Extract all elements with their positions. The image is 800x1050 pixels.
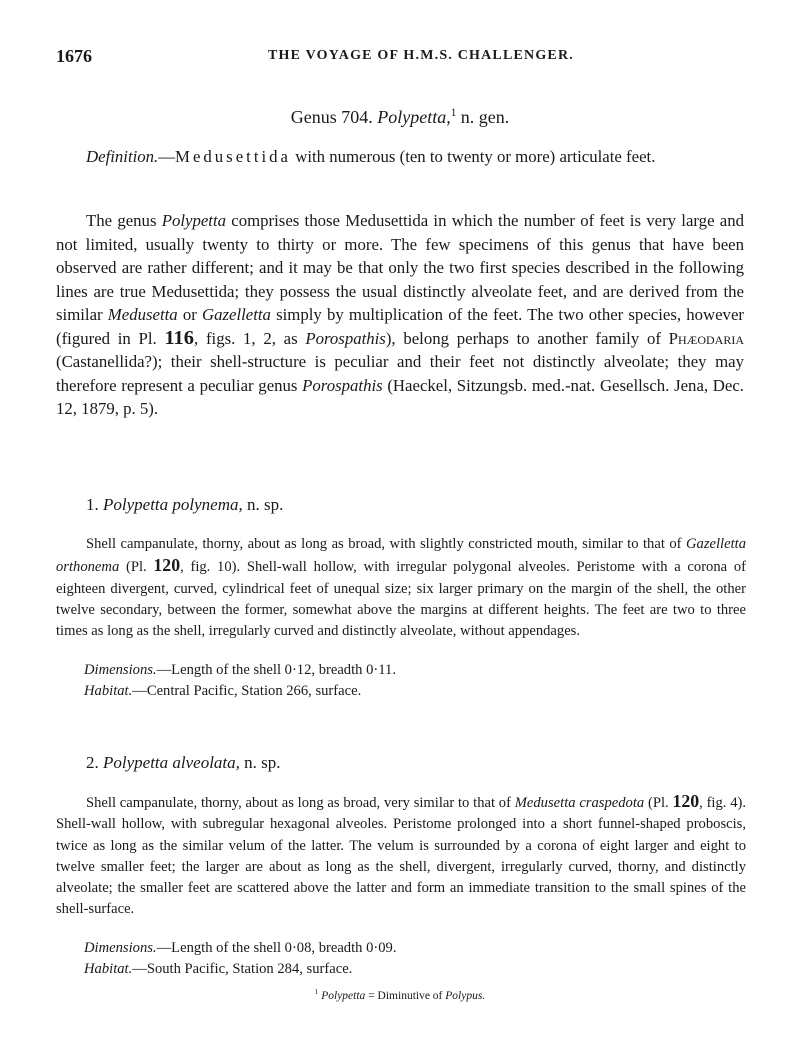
intro-text: comprises those Medusettida in which the number of feet is very large and not limited, usually twenty to thirty or more. The few specimens of this genus that have been observed are rather different; and it may be that only the two first species described in the following lines are true Medusettida; they possess the usual distinctly alveolate feet, and are derived from the similar: [56, 211, 744, 324]
genus-heading: [0, 107, 800, 128]
genus-label: Genus 704.: [290, 107, 373, 127]
footnote-mark: 1: [450, 107, 457, 119]
dimensions-label: Dimensions.: [84, 940, 157, 956]
species-1-dimensions: [84, 660, 744, 681]
definition-term: Medusettida: [175, 147, 291, 166]
species-1-description: [56, 534, 746, 642]
species-2-title: [86, 753, 281, 773]
intro-text: simply by multiplication of the feet. The two other species, however (figured in Pl.: [56, 305, 744, 348]
description-text: , fig. 4). Shell-wall hollow, with subregular hexagonal alveoles. Peristome prolonged into a short funnel-shaped proboscis, twice as long as the similar velum of the latter. The velum is surrounded by a corona of eight larger and eight to twelve smaller feet; the larger are about as long as the shell, divergent, irregularly curved, thorny, and distinctly alveolate; the smaller feet are scattered above the latter and form an immediate transition to the small spines of the shell-surface.: [56, 795, 747, 918]
dimensions-text: —Length of the shell 0·08, breadth 0·09.: [156, 940, 397, 956]
habitat-text: —South Pacific, Station 284, surface.: [132, 961, 353, 977]
intro-text: (Haeckel, Sitzungsb. med.-nat. Gesellsch. Jena, Dec. 12, 1879, p. 5).: [56, 375, 744, 418]
species-2-dimensions: [84, 938, 744, 959]
species-number: 1.: [86, 495, 99, 514]
genus-name: Polypetta,: [377, 107, 451, 127]
footnote-mark: 1: [314, 988, 319, 996]
intro-text: (Castanellida?); their shell-structure is peculiar and their feet not distinctly alveolate; they may therefore represent a peculiar genus: [56, 352, 744, 395]
page-header: [56, 46, 746, 72]
intro-text: ), belong perhaps to another family of: [385, 328, 669, 348]
intro-text: The genus: [86, 211, 162, 230]
intro-italic: Polypetta: [161, 211, 227, 230]
description-italic: Medusetta craspedota: [514, 795, 645, 811]
intro-text: or: [177, 305, 202, 324]
definition-text: with numerous (ten to twenty or more) articulate feet.: [291, 147, 656, 166]
habitat-label: Habitat.: [84, 683, 133, 699]
dimensions-label: Dimensions.: [84, 662, 157, 678]
intro-italic: Porospathis: [302, 375, 383, 395]
footnote-term: Polypetta: [321, 989, 366, 1002]
description-text: (Pl.: [644, 795, 673, 811]
species-1-habitat: [84, 681, 744, 702]
intro-italic: Gazelletta: [201, 305, 271, 324]
dimensions-text: —Length of the shell 0·12, breadth 0·11.: [156, 662, 396, 678]
footnote-text: = Diminutive of: [365, 989, 446, 1002]
species-1-title: [86, 495, 283, 515]
description-text: Shell campanulate, thorny, about as long as broad, very similar to that of: [86, 795, 515, 811]
footnote: [0, 988, 800, 1002]
definition-label: Definition.: [86, 147, 159, 166]
species-number: 2.: [86, 753, 99, 772]
habitat-text: —Central Pacific, Station 266, surface.: [132, 683, 362, 699]
definition-dash: —: [158, 147, 176, 166]
intro-paragraph: [56, 209, 744, 421]
description-text: (Pl.: [119, 559, 154, 576]
footnote-word: Polypus.: [445, 989, 486, 1002]
species-2-description: [56, 791, 746, 921]
description-text: Shell campanulate, thorny, about as long as broad, with slightly constricted mouth, similar to that of: [86, 536, 686, 552]
species-name: Polypetta alveolata,: [103, 753, 240, 772]
intro-italic: Medusetta: [107, 305, 178, 324]
plate-ref: 116: [164, 326, 195, 349]
species-suffix: n. sp.: [239, 753, 281, 772]
species-name: Polypetta polynema,: [103, 495, 243, 514]
description-text: , fig. 10). Shell-wall hollow, with irregular polygonal alveoles. Peristome with a corona of eighteen divergent, curved, cylindrical feet of unequal size; six larger primary on the margin of the shell, the other twelve secondary, between the former, somewhat above the margins at different heights. The feet are two to three times as long as the shell, irregularly curved and distinctly alveolate, without appendages.: [56, 559, 746, 640]
description-italic: Gazelletta orthonema: [56, 536, 746, 576]
definition-paragraph: [56, 145, 744, 169]
plate-ref: 120: [153, 555, 181, 576]
species-suffix: n. sp.: [242, 495, 284, 514]
running-title: THE VOYAGE OF H.M.S. CHALLENGER.: [268, 48, 574, 63]
intro-smallcaps: Phæodaria: [668, 328, 744, 348]
intro-text: , figs. 1, 2, as: [194, 328, 306, 348]
intro-italic: Porospathis: [305, 328, 386, 348]
genus-suffix: n. gen.: [460, 107, 510, 127]
page-number: 1676: [56, 46, 92, 66]
habitat-label: Habitat.: [84, 961, 133, 977]
plate-ref: 120: [672, 791, 700, 811]
species-2-habitat: [84, 959, 744, 980]
